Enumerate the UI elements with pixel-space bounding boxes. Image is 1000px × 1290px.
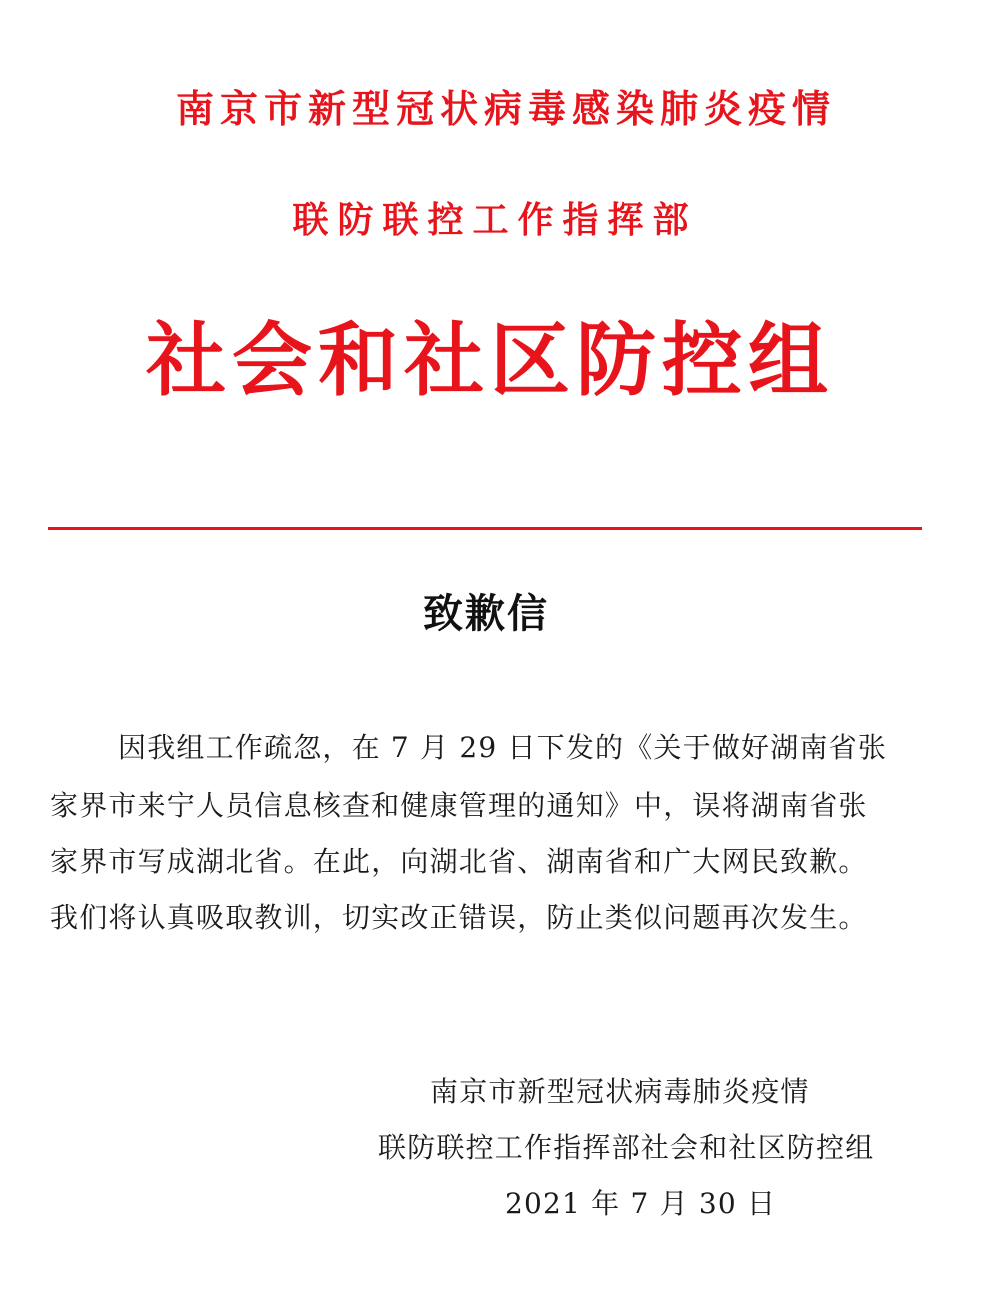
body-line-2: 家界市来宁人员信息核查和健康管理的通知》中，误将湖南省张 xyxy=(50,789,868,822)
signature-date: 2021 年 7 月 30 日 xyxy=(505,1187,777,1220)
header-org-line-1: 南京市新型冠状病毒感染肺炎疫情 xyxy=(175,86,836,131)
signature-org-line-2: 联防联控工作指挥部社会和社区防控组 xyxy=(378,1131,875,1164)
body-line-1: 因我组工作疏忽，在 7 月 29 日下发的《关于做好湖南省张 xyxy=(118,731,888,764)
body-line-3: 家界市写成湖北省。在此，向湖北省、湖南省和广大网民致歉。 xyxy=(50,845,868,878)
red-divider xyxy=(48,527,922,530)
body-line-4: 我们将认真吸取教训，切实改正错误，防止类似问题再次发生。 xyxy=(50,901,868,934)
header-group-name: 社会和社区防控组 xyxy=(146,313,834,407)
header-org-line-2: 联防联控工作指挥部 xyxy=(292,199,698,241)
signature-org-line-1: 南京市新型冠状病毒肺炎疫情 xyxy=(430,1075,810,1108)
letter-title: 致歉信 xyxy=(423,590,549,637)
